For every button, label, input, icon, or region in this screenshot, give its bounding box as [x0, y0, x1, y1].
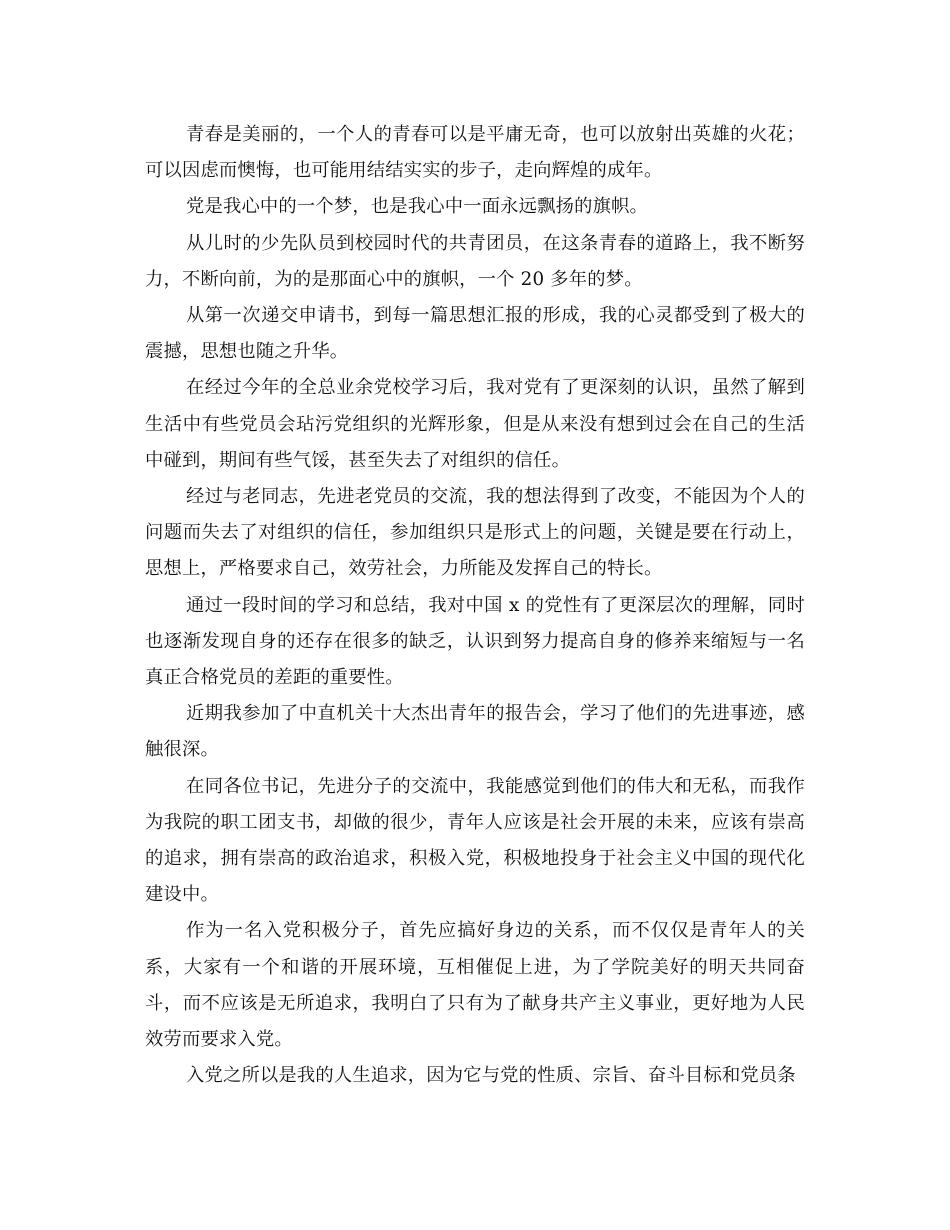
paragraph-9: 在同各位书记，先进分子的交流中，我能感觉到他们的伟大和无私，而我作为我院的职工团支书，却做的很少，青年人应该是社会开展的未来，应该有崇高的追求，拥有崇高的政治追求，积极入党，积极地投身于社会主义中国的现代化建设中。	[145, 775, 805, 906]
paragraph-8: 近期我参加了中直机关十大杰出青年的报告会，学习了他们的先进事迹，感触很深。	[145, 703, 805, 761]
paragraph-10: 作为一名入党积极分子，首先应搞好身边的关系，而不仅仅是青年人的关系，大家有一个和谐的开展环境，互相催促上进，为了学院美好的明天共同奋斗，而不应该是无所追求，我明白了只有为了献身共产主义事业，更好地为人民效劳而要求入党。	[145, 920, 805, 1051]
paragraph-11: 入党之所以是我的人生追求，因为它与党的性质、宗旨、奋斗目标和党员条	[186, 1065, 796, 1087]
paragraph-7: 通过一段时间的学习和总结，我对中国 x 的党性有了更深层次的理解，同时也逐渐发现自身的还存在很多的缺乏，认识到努力提高自身的修养来缩短与一名真正合格党员的差距的重要性。	[145, 594, 805, 689]
paragraph-2: 党是我心中的一个梦，也是我心中一面永远飘扬的旗帜。	[186, 196, 649, 218]
paragraph-4: 从第一次递交申请书，到每一篇思想汇报的形成，我的心灵都受到了极大的震撼，思想也随之升华。	[145, 305, 805, 363]
paragraph-5: 在经过今年的全总业余党校学习后，我对党有了更深刻的认识，虽然了解到生活中有些党员会玷污党组织的光辉形象，但是从来没有想到过会在自己的生活中碰到，期间有些气馁，甚至失去了对组织的信任。	[145, 377, 805, 471]
paragraph-1: 青春是美丽的，一个人的青春可以是平庸无奇，也可以放射出英雄的火花；可以因虑而懊悔，也可能用结结实实的步子，走向辉煌的成年。	[145, 124, 805, 182]
paragraph-6: 经过与老同志，先进老党员的交流，我的想法得到了改变，不能因为个人的问题而失去了对组织的信任，参加组织只是形式上的问题，关键是要在行动上，思想上，严格要求自己，效劳社会，力所能及发挥自己的特长。	[145, 486, 805, 580]
paragraph-3: 从儿时的少先队员到校园时代的共青团员，在这条青春的道路上，我不断努力，不断向前，为的是那面心中的旗帜，一个 20 多年的梦。	[145, 232, 805, 290]
document-body	[145, 117, 805, 1094]
